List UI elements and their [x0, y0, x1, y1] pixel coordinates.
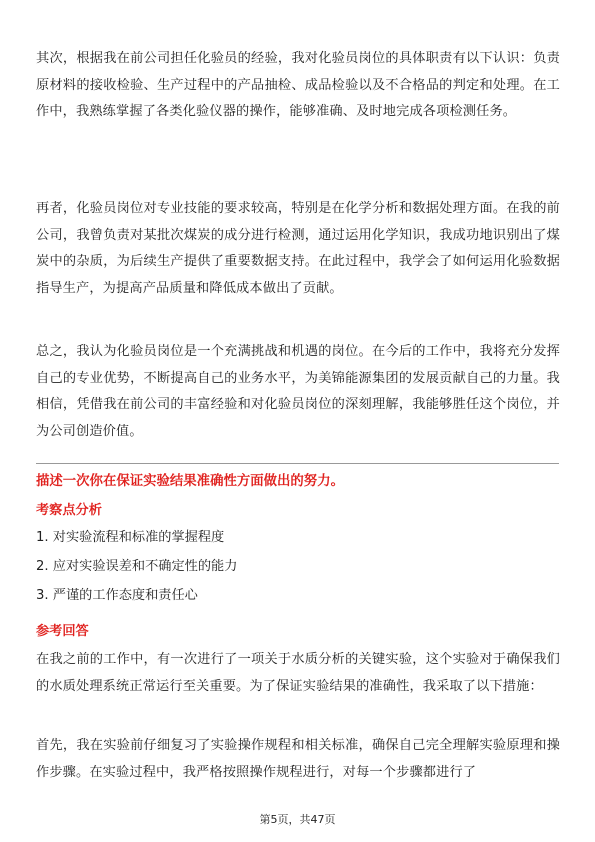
paragraph-technical-skills: 再者，化验员岗位对专业技能的要求较高，特别是在化学分析和数据处理方面。在我的前公司，我曾负责对某批次煤炭的成分进行检测，通过运用化学知识，我成功地识别出了煤炭中的杂质，为后续生产提供了重要数据支持。在此过程中，我学会了如何运用化验数据指导生产，为提高产品质量和降低成本做出了贡献。 — [36, 201, 560, 296]
exam-points-heading: 考察点分析 — [36, 503, 102, 518]
exam-point-item: 1. 对实验流程和标准的掌握程度 — [36, 530, 225, 545]
answer-paragraph-first-step: 首先，我在实验前仔细复习了实验操作规程和相关标准，确保自己完全理解实验原理和操作步骤。在实验过程中，我严格按照操作规程进行，对每一个步骤都进行了 — [36, 738, 560, 780]
answer-heading: 参考回答 — [36, 624, 89, 639]
paragraph-responsibilities: 其次，根据我在前公司担任化验员的经验，我对化验员岗位的具体职责有以下认识：负责原材料的接收检验、生产过程中的产品抽检、成品检验以及不合格品的判定和处理。在工作中，我熟练掌握了各类化验仪器的操作，能够准确、及时地完成各项检测任务。 — [36, 51, 560, 119]
interview-question: 描述一次你在保证实验结果准确性方面做出的努力。 — [36, 474, 344, 489]
section-divider — [36, 463, 559, 464]
exam-point-item: 3. 严谨的工作态度和责任心 — [36, 588, 198, 603]
paragraph-conclusion: 总之，我认为化验员岗位是一个充满挑战和机遇的岗位。在今后的工作中，我将充分发挥自己的专业优势，不断提高自己的业务水平，为美锦能源集团的发展贡献自己的力量。我相信，凭借我在前公司的丰富经验和对化验员岗位的深刻理解，我能够胜任这个岗位，并为公司创造价值。 — [36, 344, 560, 439]
page-number-footer: 第5页，共47页 — [259, 813, 336, 826]
answer-paragraph-intro: 在我之前的工作中，有一次进行了一项关于水质分析的关键实验，这个实验对于确保我们的水质处理系统正常运行至关重要。为了保证实验结果的准确性，我采取了以下措施： — [36, 652, 560, 694]
exam-point-item: 2. 应对实验误差和不确定性的能力 — [36, 559, 238, 574]
